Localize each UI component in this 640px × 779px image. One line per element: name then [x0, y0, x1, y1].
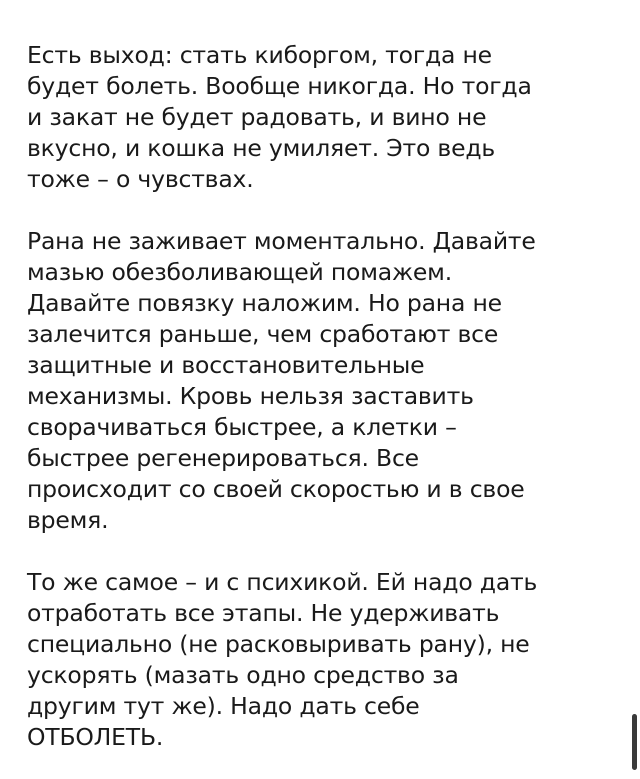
text-line: Есть выход: стать киборгом, тогда не [27, 41, 492, 69]
text-line: Давайте повязку наложим. Но рана не [27, 289, 502, 317]
text-line: ОТБОЛЕТЬ. [27, 723, 164, 751]
text-line: вкусно, и кошка не умиляет. Это ведь [27, 134, 496, 162]
text-line: будет болеть. Вообще никогда. Но тогда [27, 72, 532, 100]
article-text [27, 40, 622, 753]
text-line: защитные и восстановительные [27, 351, 425, 379]
text-line: мазью обезболивающей помажем. [27, 258, 452, 286]
paragraph-spacer [27, 536, 622, 567]
text-line: То же самое – и с психикой. Ей надо дать [27, 568, 538, 596]
text-line: ускорять (мазать одно средство за [27, 661, 459, 689]
text-line: время. [27, 506, 109, 534]
paragraph-psyche [27, 567, 622, 753]
text-line: быстрее регенерироваться. Все [27, 444, 419, 472]
text-line: Рана не заживает моментально. Давайте [27, 227, 536, 255]
text-line: отработать все этапы. Не удерживать [27, 599, 500, 627]
paragraph-spacer [27, 195, 622, 226]
scrollbar-thumb[interactable] [632, 714, 637, 770]
paragraph-wound [27, 226, 622, 536]
text-line: и закат не будет радовать, и вино не [27, 103, 487, 131]
text-line: залечится раньше, чем сработают все [27, 320, 499, 348]
text-line: тоже – о чувствах. [27, 165, 254, 193]
text-line: происходит со своей скоростью и в свое [27, 475, 525, 503]
paragraph-cyborg [27, 40, 622, 195]
text-line: другим тут же). Надо дать себе [27, 692, 420, 720]
text-line: специально (не расковыривать рану), не [27, 630, 530, 658]
text-line: сворачиваться быстрее, а клетки – [27, 413, 457, 441]
text-line: механизмы. Кровь нельзя заставить [27, 382, 474, 410]
